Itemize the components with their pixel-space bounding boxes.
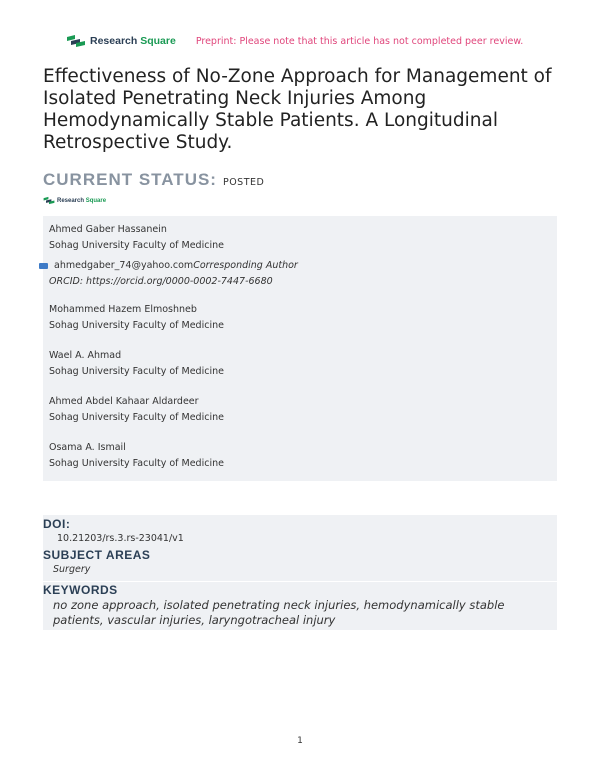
doi-label: DOI: (43, 517, 71, 531)
author-name: Ahmed Abdel Kahaar Aldardeer (49, 396, 199, 407)
page-number: 1 (297, 736, 303, 746)
author-affiliation: Sohag University Faculty of Medicine (49, 458, 224, 469)
status-label: CURRENT STATUS: (43, 170, 217, 189)
author-item (49, 348, 224, 380)
research-square-logo[interactable] (66, 34, 176, 48)
keywords-label: KEYWORDS (43, 583, 118, 597)
author-name: Wael A. Ahmad (49, 350, 122, 361)
status-value: POSTED (222, 177, 265, 188)
small-logo-text: Research Square (57, 197, 107, 204)
author-affiliation: Sohag University Faculty of Medicine (49, 320, 224, 331)
author-email-link[interactable]: ahmedgaber_74@yahoo.com (54, 260, 194, 271)
email-icon (39, 263, 48, 269)
author-name: Osama A. Ismail (49, 442, 126, 453)
author-email-row (39, 258, 298, 274)
small-research-square-logo[interactable] (43, 196, 106, 205)
doi-link[interactable]: 10.21203/rs.3.rs-23041/v1 (57, 533, 184, 544)
small-research-square-logo-icon (43, 196, 55, 205)
subject-areas-section (43, 547, 557, 581)
article-title: Effectiveness of No-Zone Approach for Management of Isolated Penetrating Neck Injuries Among Hemodynamically Stable Patients. A Longitudinal Retrospective Study. (43, 66, 552, 153)
corresponding-author-label: Corresponding Author (193, 260, 298, 271)
preprint-notice: Preprint: Please note that this article has not completed peer review. (195, 35, 524, 47)
keywords-value: no zone approach, isolated penetrating neck injuries, hemodynamically stable patients, vascular injuries, laryngotracheal injury (53, 598, 505, 627)
author-item (49, 394, 224, 426)
author-affiliation: Sohag University Faculty of Medicine (49, 366, 224, 377)
logo-text: Research Square (90, 35, 176, 47)
author-item (49, 222, 298, 290)
author-item (49, 302, 224, 334)
author-orcid-link[interactable]: ORCID: https://orcid.org/0000-0002-7447-6680 (49, 276, 273, 287)
author-item (49, 440, 224, 472)
subject-areas-label: SUBJECT AREAS (43, 548, 151, 562)
subject-area-value[interactable]: Surgery (53, 564, 91, 575)
doi-section (43, 515, 557, 547)
page-header (66, 34, 523, 48)
author-name: Ahmed Gaber Hassanein (49, 224, 167, 235)
current-status (43, 170, 264, 190)
keywords-section (43, 582, 557, 630)
author-affiliation: Sohag University Faculty of Medicine (49, 240, 224, 251)
research-square-logo-icon (66, 34, 86, 48)
author-affiliation: Sohag University Faculty of Medicine (49, 412, 224, 423)
author-name: Mohammed Hazem Elmoshneb (49, 304, 197, 315)
authors-panel (43, 216, 557, 481)
